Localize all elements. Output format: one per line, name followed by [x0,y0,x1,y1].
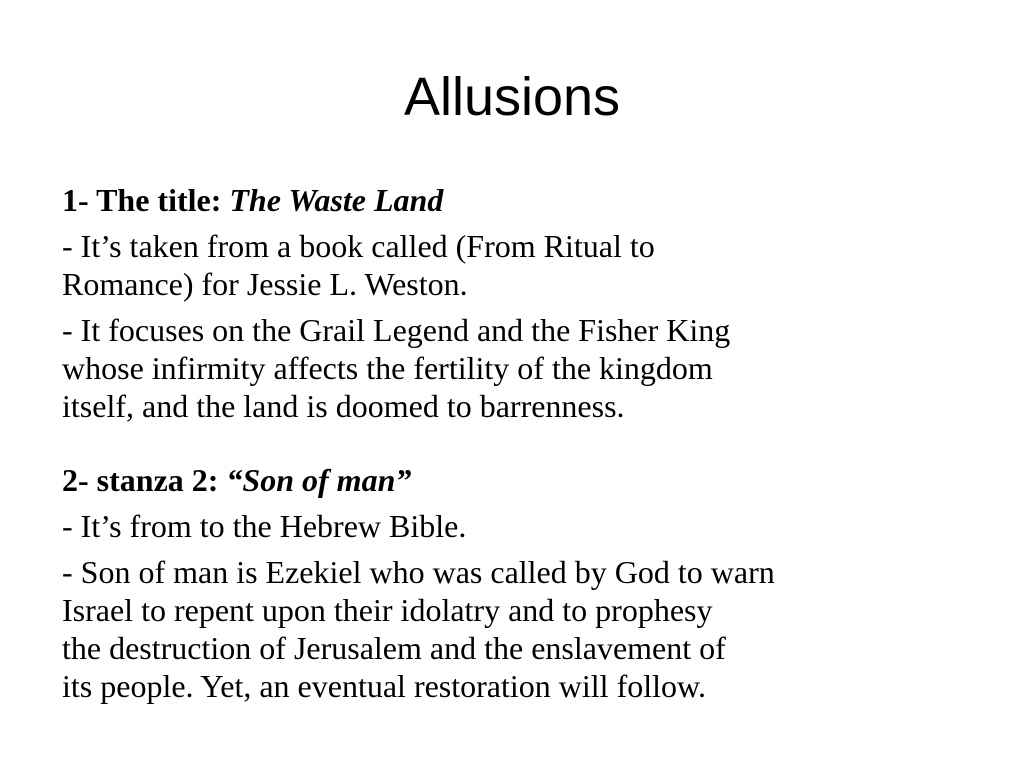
section-1-bullet-2 [62,311,962,425]
text-line: Romance) for Jessie L. Weston. [62,266,468,302]
text-line: whose infirmity affects the fertility of the kingdom [62,350,713,386]
section-2-bullet-2 [62,553,962,705]
text-line: - It’s from to the Hebrew Bible. [62,508,467,544]
text-line: - Son of man is Ezekiel who was called by God to warn [62,554,775,590]
section-2-heading [62,461,962,499]
slide-body [62,181,962,713]
section-1-heading-label: 1- The title: [62,182,230,218]
section-1-heading [62,181,962,219]
text-line: the destruction of Jerusalem and the enslavement of [62,630,726,666]
text-line: - It focuses on the Grail Legend and the Fisher King [62,312,731,348]
section-2-heading-title: “Son of man” [226,462,412,498]
text-line: Israel to repent upon their idolatry and to prophesy [62,592,713,628]
text-line: its people. Yet, an eventual restoration will follow. [62,668,707,704]
section-2-bullet-1 [62,507,962,545]
section-1-heading-title: The Waste Land [229,182,444,218]
section-spacer [62,433,962,461]
text-line: itself, and the land is doomed to barrenness. [62,388,625,424]
section-1-bullet-1 [62,227,962,303]
section-2-heading-label: 2- stanza 2: [62,462,227,498]
text-line: - It’s taken from a book called (From Ritual to [62,228,655,264]
slide-title: Allusions [403,67,621,127]
